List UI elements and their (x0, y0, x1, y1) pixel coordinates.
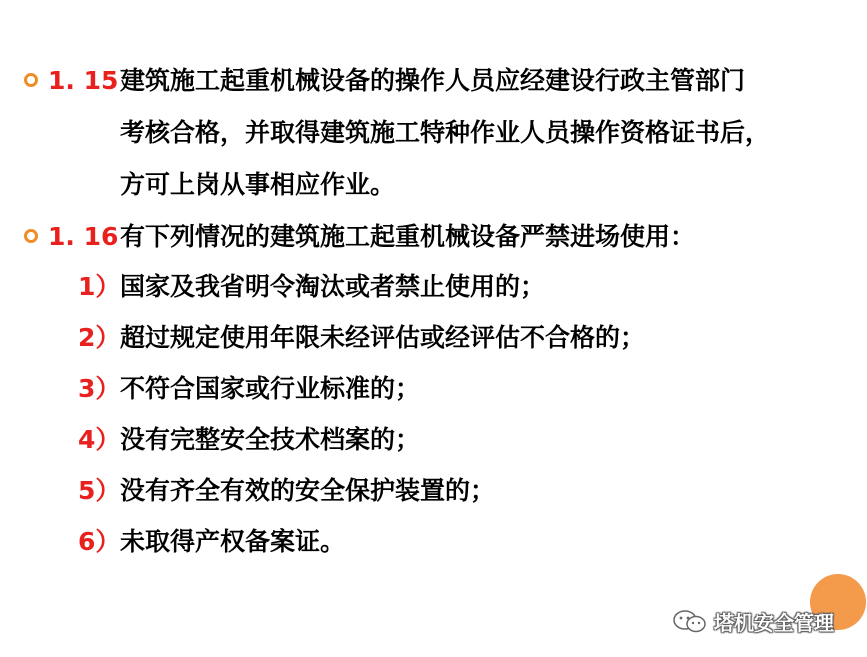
item-number: 1. 15 (48, 66, 119, 95)
sub-item-number: 5） (78, 476, 121, 505)
sub-item-text: 国家及我省明令淘汰或者禁止使用的； (120, 272, 546, 301)
sub-item-number: 6） (78, 527, 121, 556)
watermark-text: 塔机安全管理 (714, 610, 834, 635)
item-text-line: 考核合格，并取得建筑施工特种作业人员操作资格证书后， (120, 118, 771, 147)
sub-item-number: 4） (78, 425, 121, 454)
sub-item-number: 2） (78, 323, 121, 352)
item-number: 1. 16 (48, 222, 119, 251)
bullet-icon (24, 73, 38, 87)
watermark (672, 606, 834, 636)
item-text-line: 建筑施工起重机械设备的操作人员应经建设行政主管部门 (120, 66, 746, 95)
bullet-icon (24, 229, 38, 243)
wechat-icon (672, 609, 708, 633)
sub-item-text: 超过规定使用年限未经评估或经评估不合格的； (120, 323, 646, 352)
sub-item-text: 未取得产权备案证。 (120, 527, 346, 556)
sub-item-text: 没有齐全有效的安全保护装置的； (120, 476, 496, 505)
sub-item-number: 3） (78, 374, 121, 403)
sub-item-text: 没有完整安全技术档案的； (120, 425, 421, 454)
item-text-line: 有下列情况的建筑施工起重机械设备严禁进场使用： (120, 222, 696, 251)
item-text-line: 方可上岗从事相应作业。 (120, 170, 396, 199)
sub-item-number: 1） (78, 272, 121, 301)
sub-item-text: 不符合国家或行业标准的； (120, 374, 421, 403)
